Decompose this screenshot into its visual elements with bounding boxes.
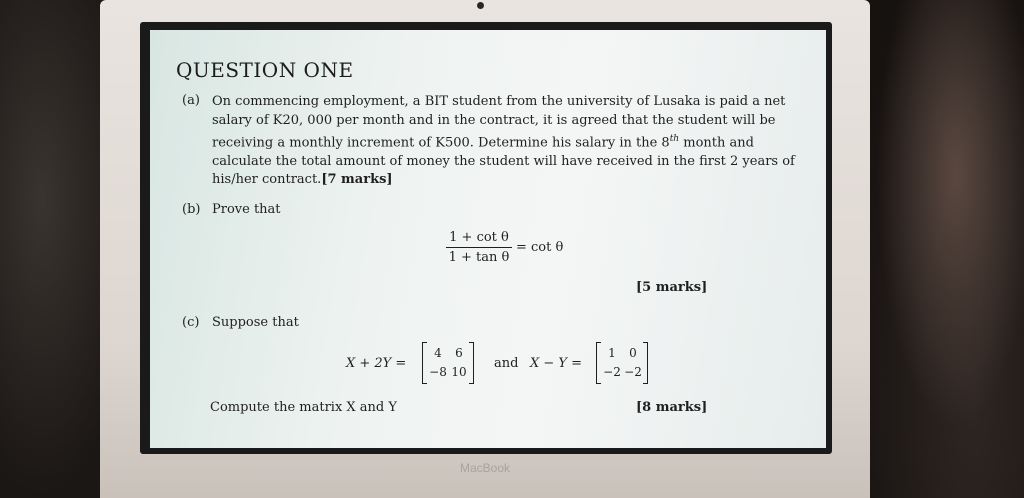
compute-text: Compute the matrix X and Y: [210, 400, 397, 415]
part-c-text: Suppose that: [212, 315, 299, 330]
matrix-2-cell: −2: [603, 365, 621, 379]
matrix-equation-2-lhs: X − Y =: [530, 356, 583, 371]
question-title: QUESTION ONE: [176, 58, 354, 82]
fraction: [446, 230, 512, 265]
fraction-rhs: = cot θ: [516, 240, 564, 255]
matrix-equation-1-lhs: X + 2Y =: [346, 356, 407, 371]
laptop-brand-label: MacBook: [459, 461, 511, 475]
matrix-1-cell: −8: [429, 365, 447, 379]
fraction-denominator: 1 + tan θ: [448, 250, 510, 265]
part-c-marks: [8 marks]: [636, 400, 708, 415]
part-a-body-end: month and calculate the total amount of money the student will have received in the first 2 years of his/her contract.: [212, 135, 795, 188]
matrix-2: [596, 342, 648, 384]
webcam-icon: [477, 2, 484, 9]
part-a-superscript: th: [669, 134, 680, 144]
part-b-label: (b): [182, 202, 201, 217]
fraction-bar: [446, 247, 512, 248]
matrix-2-cell: 1: [608, 346, 616, 360]
part-a-marks: [7 marks]: [321, 172, 393, 188]
part-b-marks: [5 marks]: [636, 280, 708, 295]
matrix-1-cell: 4: [434, 346, 442, 360]
background-right: [854, 0, 1024, 498]
matrix-2-cell: −2: [624, 365, 642, 379]
part-a-body: On commencing employment, a BIT student from the university of Lusaka is paid a net salary of K20, 000 per month and in the contract, it is agreed that the student will be receiving a monthly increment of K500. Determine his salary in the 8: [212, 94, 786, 151]
matrix-1: [422, 342, 474, 384]
and-text: and: [494, 356, 519, 371]
matrix-1-cell: 10: [451, 365, 467, 379]
matrix-1-cell: 6: [455, 346, 463, 360]
part-a-label: (a): [182, 93, 200, 108]
fraction-numerator: 1 + cot θ: [449, 230, 509, 245]
matrix-2-cell: 0: [629, 346, 637, 360]
part-b-text: Prove that: [212, 202, 281, 217]
part-a-text: [212, 93, 808, 190]
screen: [150, 30, 826, 448]
part-c-label: (c): [182, 315, 200, 330]
